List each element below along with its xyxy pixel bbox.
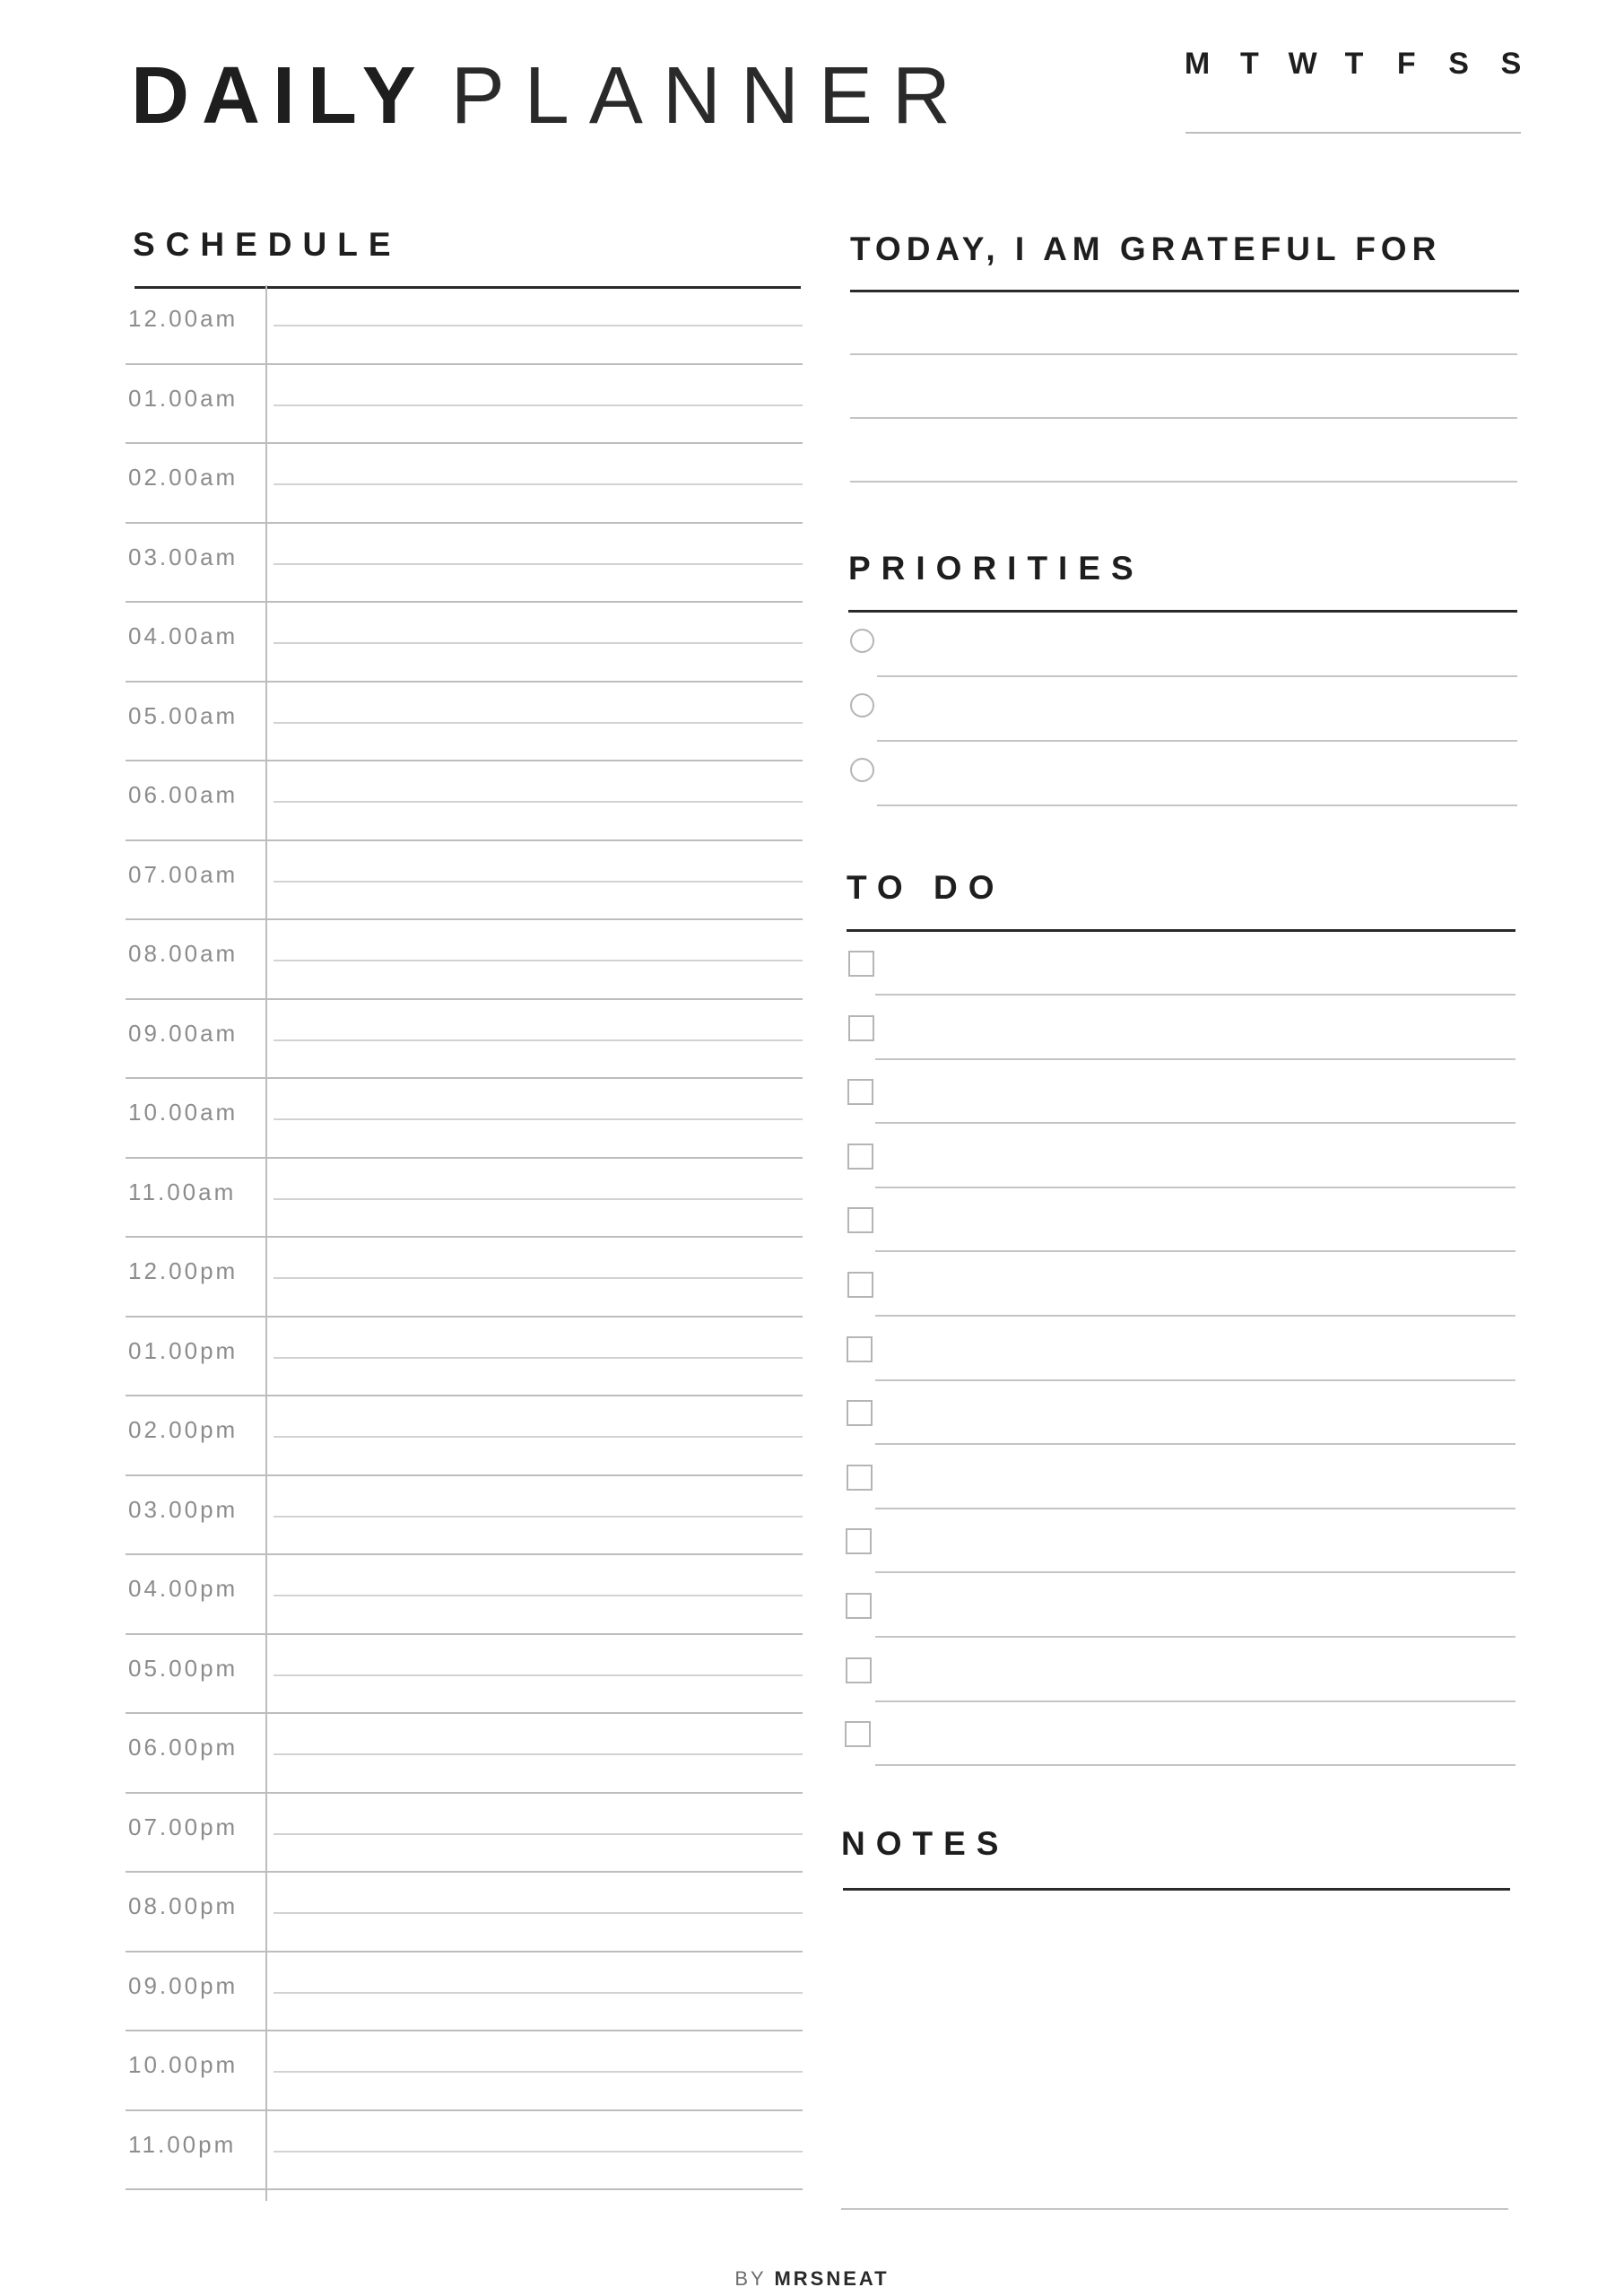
todo-line[interactable] xyxy=(875,1764,1515,1766)
schedule-row[interactable] xyxy=(126,1952,803,2032)
schedule-time-label: 09.00am xyxy=(128,1019,239,1047)
todo-line[interactable] xyxy=(875,1379,1515,1381)
schedule-half-hour-line xyxy=(274,1674,803,1676)
schedule-heading: SCHEDULE xyxy=(133,226,402,263)
schedule-half-hour-line xyxy=(274,960,803,961)
schedule-time-label: 06.00pm xyxy=(128,1734,239,1761)
schedule-row[interactable] xyxy=(126,683,803,762)
schedule-row[interactable] xyxy=(126,1000,803,1080)
weekday-thu[interactable]: T xyxy=(1344,47,1364,81)
todo-heading-rule xyxy=(847,929,1515,932)
notes-bottom-rule xyxy=(841,2208,1508,2210)
todo-checkbox[interactable] xyxy=(847,1465,873,1491)
schedule-half-hour-line xyxy=(274,801,803,803)
schedule-time-label: 03.00am xyxy=(128,543,239,570)
weekday-selector xyxy=(1184,47,1524,82)
schedule-time-label: 09.00pm xyxy=(128,1971,239,1999)
schedule-time-label: 11.00am xyxy=(128,1178,237,1205)
schedule-row[interactable] xyxy=(126,1794,803,1874)
todo-checkbox[interactable] xyxy=(846,1657,872,1683)
todo-checkbox[interactable] xyxy=(848,951,874,977)
schedule-half-hour-line xyxy=(274,642,803,644)
footer-credit xyxy=(0,2267,1624,2291)
priority-line[interactable] xyxy=(877,804,1517,806)
schedule-row[interactable] xyxy=(126,1635,803,1715)
priorities-heading-rule xyxy=(848,610,1517,613)
schedule-row[interactable] xyxy=(126,1318,803,1397)
priority-circle-icon[interactable] xyxy=(850,758,874,782)
todo-checkbox[interactable] xyxy=(847,1079,873,1105)
schedule-row[interactable] xyxy=(126,1079,803,1159)
date-line[interactable] xyxy=(1185,132,1521,134)
schedule-half-hour-line xyxy=(274,2151,803,2152)
todo-checkbox[interactable] xyxy=(847,1400,873,1426)
schedule-divider xyxy=(265,285,267,2201)
schedule-row[interactable] xyxy=(126,2031,803,2111)
weekday-mon[interactable]: M xyxy=(1184,47,1211,81)
schedule-half-hour-line xyxy=(274,2071,803,2073)
schedule-row[interactable] xyxy=(126,524,803,604)
page-title xyxy=(131,51,970,141)
todo-line[interactable] xyxy=(875,1508,1515,1509)
todo-heading: TO DO xyxy=(847,869,1005,906)
schedule-half-hour-line xyxy=(274,1516,803,1518)
schedule-row[interactable] xyxy=(126,1714,803,1794)
todo-line[interactable] xyxy=(875,1122,1515,1124)
schedule-row[interactable] xyxy=(126,2111,803,2191)
todo-line[interactable] xyxy=(875,1571,1515,1573)
schedule-time-label: 07.00am xyxy=(128,860,239,888)
todo-checkbox[interactable] xyxy=(845,1721,871,1747)
schedule-time-label: 12.00pm xyxy=(128,1257,239,1284)
schedule-row[interactable] xyxy=(126,1555,803,1635)
schedule-half-hour-line xyxy=(274,1198,803,1200)
schedule-half-hour-line xyxy=(274,1912,803,1914)
weekday-tue[interactable]: T xyxy=(1239,47,1259,81)
schedule-time-label: 10.00pm xyxy=(128,2051,239,2078)
priority-circle-icon[interactable] xyxy=(850,693,874,718)
todo-line[interactable] xyxy=(875,1443,1515,1445)
todo-checkbox[interactable] xyxy=(847,1336,873,1362)
schedule-row[interactable] xyxy=(126,761,803,841)
schedule-half-hour-line xyxy=(274,404,803,406)
weekday-sat[interactable]: S xyxy=(1448,47,1469,81)
schedule-row[interactable] xyxy=(126,285,803,365)
schedule-half-hour-line xyxy=(274,483,803,485)
schedule-half-hour-line xyxy=(274,1753,803,1755)
schedule-row[interactable] xyxy=(126,841,803,921)
schedule-half-hour-line xyxy=(274,881,803,883)
todo-line[interactable] xyxy=(875,1250,1515,1252)
schedule-row[interactable] xyxy=(126,365,803,445)
schedule-row[interactable] xyxy=(126,1159,803,1239)
schedule-time-label: 05.00pm xyxy=(128,1654,239,1682)
schedule-row[interactable] xyxy=(126,1873,803,1952)
priority-line[interactable] xyxy=(877,740,1517,742)
schedule-time-label: 04.00am xyxy=(128,622,239,649)
grateful-line[interactable] xyxy=(850,481,1517,483)
schedule-time-label: 02.00am xyxy=(128,464,239,491)
schedule-half-hour-line xyxy=(274,1039,803,1041)
schedule-row[interactable] xyxy=(126,1396,803,1476)
title-light: PLANNER xyxy=(450,51,970,141)
footer-brand: MRSNEAT xyxy=(774,2267,890,2290)
todo-checkbox[interactable] xyxy=(846,1593,872,1619)
schedule-row[interactable] xyxy=(126,920,803,1000)
todo-line[interactable] xyxy=(875,1187,1515,1188)
todo-line[interactable] xyxy=(875,994,1515,996)
footer-prefix: BY xyxy=(734,2267,767,2290)
schedule-row[interactable] xyxy=(126,603,803,683)
schedule-time-label: 04.00pm xyxy=(128,1575,239,1602)
schedule-half-hour-line xyxy=(274,325,803,326)
schedule-half-hour-line xyxy=(274,1277,803,1279)
weekday-wed[interactable]: W xyxy=(1288,47,1317,81)
grateful-line[interactable] xyxy=(850,353,1517,355)
todo-checkbox[interactable] xyxy=(846,1528,872,1554)
schedule-time-label: 05.00am xyxy=(128,701,239,729)
schedule-time-label: 10.00am xyxy=(128,1099,239,1126)
schedule-time-label: 01.00pm xyxy=(128,1336,239,1364)
notes-heading-rule xyxy=(843,1888,1510,1891)
todo-line[interactable] xyxy=(875,1058,1515,1060)
schedule-row[interactable] xyxy=(126,1238,803,1318)
schedule-half-hour-line xyxy=(274,1833,803,1835)
title-bold: DAILY xyxy=(131,51,429,141)
schedule-time-label: 06.00am xyxy=(128,781,239,808)
notes-area[interactable] xyxy=(843,1892,1510,2206)
schedule-half-hour-line xyxy=(274,722,803,724)
schedule-time-label: 01.00am xyxy=(128,384,239,412)
priorities-heading: PRIORITIES xyxy=(848,550,1144,587)
schedule-time-label: 08.00pm xyxy=(128,1892,239,1919)
todo-checkbox[interactable] xyxy=(847,1207,873,1233)
todo-checkbox[interactable] xyxy=(847,1144,873,1170)
priority-line[interactable] xyxy=(877,675,1517,677)
schedule-time-label: 07.00pm xyxy=(128,1813,239,1840)
grateful-line[interactable] xyxy=(850,417,1517,419)
todo-checkbox[interactable] xyxy=(847,1272,873,1298)
grateful-heading: TODAY, I AM GRATEFUL FOR xyxy=(850,230,1442,267)
schedule-half-hour-line xyxy=(274,1357,803,1359)
schedule-half-hour-line xyxy=(274,1436,803,1438)
schedule-time-label: 02.00pm xyxy=(128,1416,239,1443)
schedule-time-label: 03.00pm xyxy=(128,1495,239,1523)
notes-heading: NOTES xyxy=(841,1825,1010,1862)
todo-line[interactable] xyxy=(875,1315,1515,1317)
priority-circle-icon[interactable] xyxy=(850,629,874,653)
schedule-time-label: 11.00pm xyxy=(128,2130,237,2158)
todo-line[interactable] xyxy=(875,1636,1515,1638)
schedule-time-label: 08.00am xyxy=(128,940,239,967)
schedule-half-hour-line xyxy=(274,563,803,565)
weekday-fri[interactable]: F xyxy=(1396,47,1416,81)
schedule-half-hour-line xyxy=(274,1992,803,1994)
schedule-list xyxy=(126,285,803,2190)
todo-line[interactable] xyxy=(875,1700,1515,1702)
schedule-time-label: 12.00am xyxy=(128,305,239,332)
schedule-row-rule xyxy=(126,2188,803,2190)
schedule-half-hour-line xyxy=(274,1118,803,1120)
todo-checkbox[interactable] xyxy=(848,1015,874,1041)
weekday-sun[interactable]: S xyxy=(1500,47,1522,81)
schedule-half-hour-line xyxy=(274,1595,803,1596)
grateful-heading-rule xyxy=(850,290,1519,292)
schedule-row[interactable] xyxy=(126,1476,803,1556)
schedule-row[interactable] xyxy=(126,444,803,524)
